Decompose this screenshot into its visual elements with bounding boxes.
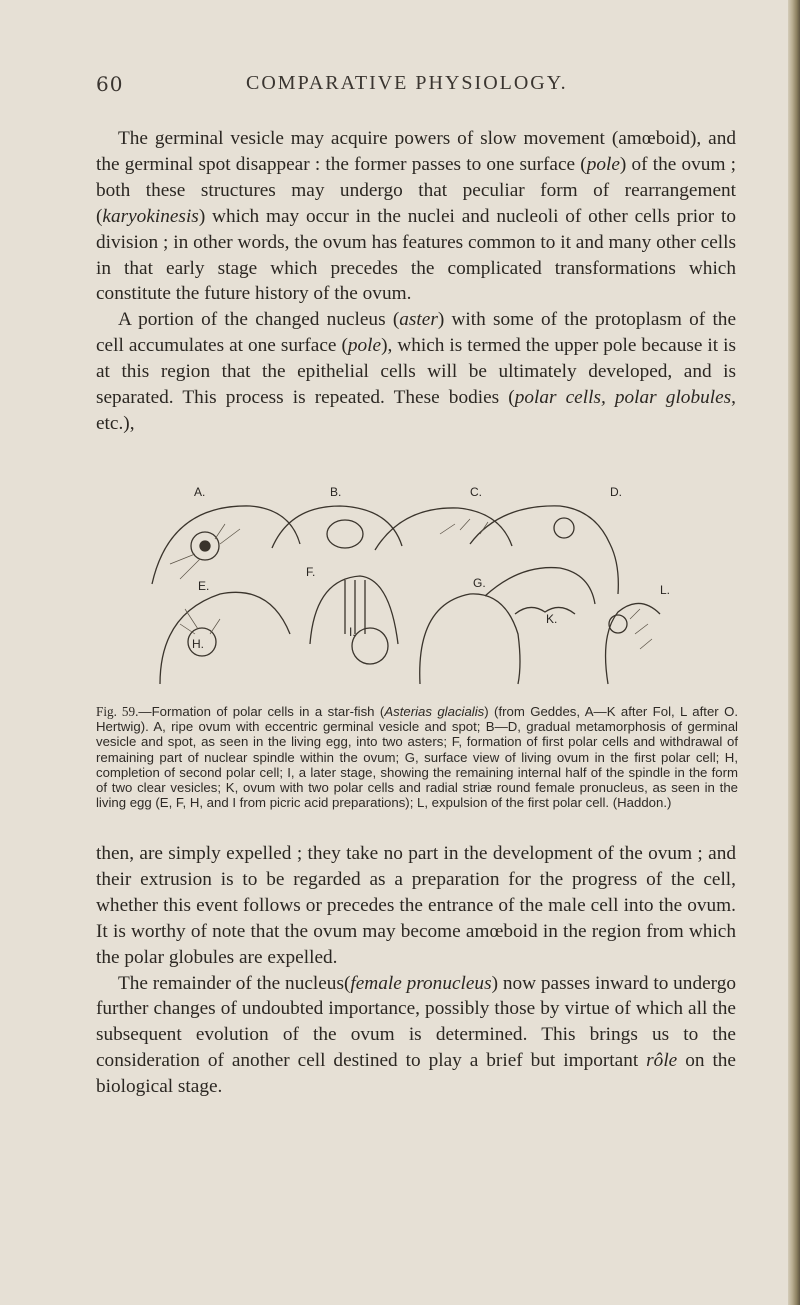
italic-term: aster [399, 309, 438, 331]
fig-label-a: A. [194, 485, 206, 499]
text-run: , etc.), [96, 387, 736, 434]
text-run: The remainder of the nucleus( [118, 972, 351, 994]
text-run: A portion of the changed nucleus ( [118, 309, 400, 331]
radial-striae-l [630, 609, 652, 649]
ovum-a-outline [152, 506, 300, 584]
fig-label-g: G. [473, 576, 486, 590]
fig-label-e: E. [198, 579, 210, 593]
ovum-e-outline [160, 592, 290, 684]
fig-label-k: K. [546, 612, 558, 626]
italic-term: karyokinesis [102, 205, 199, 227]
paragraph-polar-cells [96, 307, 736, 437]
text-run: ) of the ovum ; both these structures may undergo that peculiar form of rearrangement ( [96, 153, 736, 227]
running-title: COMPARATIVE PHYSIOLOGY. [246, 72, 568, 94]
ovum-c-outline [375, 508, 512, 550]
italic-term: female pronucleus [350, 972, 492, 994]
body-text-bottom [96, 841, 736, 1100]
text-run: ) with some of the protoplasm of the cell accumulates at one surface ( [96, 309, 736, 357]
ovum-i-cell [352, 628, 388, 664]
text-run: The germinal vesicle may acquire powers of slow movement (amœboid), and the germinal spot disappear : the former passes to one surface ( [96, 128, 736, 175]
paragraph-expulsion [96, 841, 736, 971]
ovum-g-outline [420, 594, 520, 684]
germinal-vesicle-b [327, 520, 363, 548]
fig-label-c: C. [470, 485, 482, 499]
fig-label-d: D. [610, 485, 622, 499]
italic-term: polar cells, polar globules [514, 387, 732, 409]
fig-label-i: I. [349, 625, 356, 639]
figure-caption [96, 704, 738, 810]
ovum-illustration [140, 484, 700, 692]
italic-term: pole [347, 335, 382, 357]
text-run: —Formation of polar cells in a star-fish ( [138, 704, 385, 719]
polar-cell-l [609, 615, 627, 633]
figure-polar-cell-formation [140, 484, 700, 692]
text-run: ) which may occur in the nuclei and nucleoli of other cells prior to division ; in other words, the ovum has features common to it and many other cells in that early stage which precedes the complicated transformations which constitute the future history of the ovum. [96, 205, 736, 305]
italic-term: Asterias glacialis [384, 704, 485, 719]
germinal-spot-a [200, 541, 210, 551]
radial-striae-k [515, 607, 575, 614]
fig-label-h: H. [192, 637, 204, 651]
italic-term: rôle [646, 1050, 678, 1072]
text-run: then, are simply expelled ; they take no part in the development of the ovum ; and their extrusion is to be regarded as a preparation for the progress of the cell, whether this event follows or precedes the entrance of the male cell into the ovum. It is worthy of note that the ovum may become amœboid in the region from which the polar globules are expelled. [96, 843, 736, 968]
body-text-top [96, 126, 736, 437]
page-number: 60 [96, 72, 124, 96]
text-run: ), which is termed the upper pole because it is at this region that the epithelial cells will be ultimately developed, and is separated. This process is repeated. These bodies ( [96, 335, 736, 409]
paragraph-germinal-vesicle [96, 126, 736, 307]
polar-body-g [485, 568, 595, 604]
fig-label-f: F. [306, 565, 316, 579]
text-run: on the biological stage. [96, 1050, 736, 1098]
paragraph-female-pronucleus [96, 971, 736, 1101]
italic-term: pole [586, 153, 620, 175]
fig-label-l: L. [660, 583, 671, 597]
caption-figure-number: Fig. 59. [96, 704, 139, 719]
text-run: ) (from Geddes, A—K after Fol, L after O. Hertwig). A, ripe ovum with eccentric germinal vesicle and spot; B—D, gradual metamorphosis of germinal vesicle and spot, as seen in the living egg, into two asters; F, formation of first polar cells and withdrawal of remaining part of nuclear spindle within the ovum; G, surface view of living ovum in the first polar cell; H, completion of second polar cell; I, a later stage, showing the remaining internal half of the spindle in the form of two clear vesicles; K, ovum with two polar cells and radial striæ round female pronucleus, as seen in the living egg (E, F, H, and I from picric acid preparations); L, expulsion of the first polar cell. (Haddon.) [96, 704, 739, 811]
aster-d [554, 518, 574, 538]
page-header [96, 72, 736, 102]
text-run: ) now passes inward to undergo further changes of undoubted importance, possibly those by virtue of which all the subsequent evolution of the ovum is determined. This brings us to the consideration of another cell destined to play a brief but important [96, 972, 736, 1072]
page-edge [788, 0, 800, 1305]
fig-label-b: B. [330, 485, 342, 499]
